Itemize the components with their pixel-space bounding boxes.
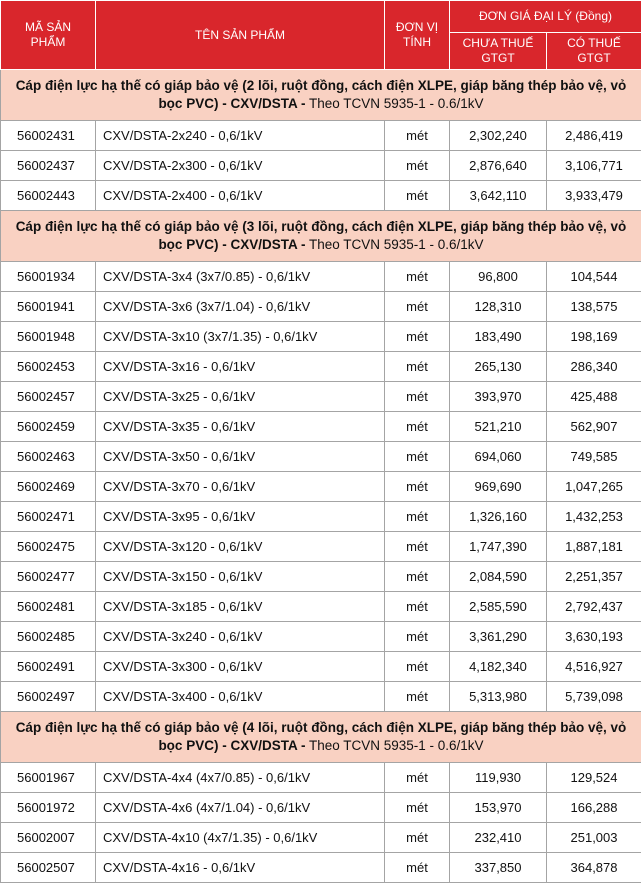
price-excl-vat: 694,060 (450, 442, 547, 472)
section-title-bold: Cáp điện lực hạ thế có giáp bảo vệ (4 lõi, ruột đồng, cách điện XLPE, giáp băng thép bảo vệ, vỏ bọc PVC) - CXV/DSTA - (16, 720, 627, 753)
product-code: 56002437 (1, 151, 96, 181)
product-code: 56002475 (1, 532, 96, 562)
table-row (1, 352, 641, 382)
section-title-standard: Theo TCVN 5935-1 - 0.6/1kV (309, 237, 484, 252)
price-incl-vat: 3,106,771 (547, 151, 641, 181)
table-row (1, 592, 641, 622)
price-excl-vat: 119,930 (450, 763, 547, 793)
product-name: CXV/DSTA-3x4 (3x7/0.85) - 0,6/1kV (96, 262, 385, 292)
unit-cell: mét (385, 793, 450, 823)
section-title (1, 712, 641, 763)
unit-cell: mét (385, 562, 450, 592)
price-incl-vat: 1,432,253 (547, 502, 641, 532)
product-name: CXV/DSTA-4x4 (4x7/0.85) - 0,6/1kV (96, 763, 385, 793)
price-excl-vat: 128,310 (450, 292, 547, 322)
section-title-bold: Cáp điện lực hạ thế có giáp bảo vệ (2 lõi, ruột đồng, cách điện XLPE, giáp băng thép bảo vệ, vỏ bọc PVC) - CXV/DSTA - (16, 78, 627, 111)
table-row (1, 292, 641, 322)
price-excl-vat: 3,642,110 (450, 181, 547, 211)
unit-cell: mét (385, 352, 450, 382)
unit-cell: mét (385, 652, 450, 682)
unit-cell: mét (385, 442, 450, 472)
table-header (1, 1, 641, 70)
table-row (1, 562, 641, 592)
product-code: 56002453 (1, 352, 96, 382)
table-row (1, 322, 641, 352)
section-title-standard: Theo TCVN 5935-1 - 0.6/1kV (309, 738, 484, 753)
product-name: CXV/DSTA-4x6 (4x7/1.04) - 0,6/1kV (96, 793, 385, 823)
product-name: CXV/DSTA-3x50 - 0,6/1kV (96, 442, 385, 472)
price-excl-vat: 96,800 (450, 262, 547, 292)
unit-cell: mét (385, 262, 450, 292)
product-code: 56002459 (1, 412, 96, 442)
section-header (1, 211, 641, 262)
unit-cell: mét (385, 823, 450, 853)
price-incl-vat: 166,288 (547, 793, 641, 823)
product-code: 56002497 (1, 682, 96, 712)
price-incl-vat: 286,340 (547, 352, 641, 382)
table-row (1, 412, 641, 442)
header-code: MÃ SẢN PHẨM (1, 1, 96, 70)
product-name: CXV/DSTA-2x400 - 0,6/1kV (96, 181, 385, 211)
product-code: 56001934 (1, 262, 96, 292)
product-name: CXV/DSTA-2x240 - 0,6/1kV (96, 121, 385, 151)
product-code: 56002007 (1, 823, 96, 853)
section-header (1, 712, 641, 763)
unit-cell: mét (385, 292, 450, 322)
table-row (1, 793, 641, 823)
product-name: CXV/DSTA-3x25 - 0,6/1kV (96, 382, 385, 412)
price-excl-vat: 2,876,640 (450, 151, 547, 181)
price-incl-vat: 198,169 (547, 322, 641, 352)
price-incl-vat: 129,524 (547, 763, 641, 793)
product-code: 56002471 (1, 502, 96, 532)
product-name: CXV/DSTA-3x70 - 0,6/1kV (96, 472, 385, 502)
price-excl-vat: 1,747,390 (450, 532, 547, 562)
price-excl-vat: 337,850 (450, 853, 547, 883)
table-row (1, 622, 641, 652)
section-title-standard: Theo TCVN 5935-1 - 0.6/1kV (309, 96, 484, 111)
product-name: CXV/DSTA-2x300 - 0,6/1kV (96, 151, 385, 181)
price-incl-vat: 1,887,181 (547, 532, 641, 562)
product-name: CXV/DSTA-3x16 - 0,6/1kV (96, 352, 385, 382)
price-incl-vat: 1,047,265 (547, 472, 641, 502)
product-code: 56002485 (1, 622, 96, 652)
unit-cell: mét (385, 472, 450, 502)
table-row (1, 823, 641, 853)
product-code: 56002457 (1, 382, 96, 412)
table-row (1, 652, 641, 682)
price-excl-vat: 5,313,980 (450, 682, 547, 712)
product-name: CXV/DSTA-3x35 - 0,6/1kV (96, 412, 385, 442)
price-incl-vat: 251,003 (547, 823, 641, 853)
section-header (1, 70, 641, 121)
price-excl-vat: 265,130 (450, 352, 547, 382)
section-title (1, 70, 641, 121)
price-excl-vat: 2,302,240 (450, 121, 547, 151)
table-body (1, 70, 641, 883)
price-incl-vat: 104,544 (547, 262, 641, 292)
product-name: CXV/DSTA-3x120 - 0,6/1kV (96, 532, 385, 562)
price-excl-vat: 232,410 (450, 823, 547, 853)
product-name: CXV/DSTA-3x240 - 0,6/1kV (96, 622, 385, 652)
product-name: CXV/DSTA-4x10 (4x7/1.35) - 0,6/1kV (96, 823, 385, 853)
unit-cell: mét (385, 853, 450, 883)
price-incl-vat: 3,933,479 (547, 181, 641, 211)
table-row (1, 121, 641, 151)
price-incl-vat: 749,585 (547, 442, 641, 472)
product-code: 56002469 (1, 472, 96, 502)
price-incl-vat: 562,907 (547, 412, 641, 442)
unit-cell: mét (385, 532, 450, 562)
unit-cell: mét (385, 622, 450, 652)
header-price-excl: CHƯA THUẾ GTGT (450, 33, 547, 70)
price-excl-vat: 3,361,290 (450, 622, 547, 652)
price-excl-vat: 4,182,340 (450, 652, 547, 682)
product-code: 56001972 (1, 793, 96, 823)
product-name: CXV/DSTA-3x185 - 0,6/1kV (96, 592, 385, 622)
price-incl-vat: 2,486,419 (547, 121, 641, 151)
product-name: CXV/DSTA-3x400 - 0,6/1kV (96, 682, 385, 712)
unit-cell: mét (385, 322, 450, 352)
product-name: CXV/DSTA-3x10 (3x7/1.35) - 0,6/1kV (96, 322, 385, 352)
section-title-bold: Cáp điện lực hạ thế có giáp bảo vệ (3 lõi, ruột đồng, cách điện XLPE, giáp băng thép bảo vệ, vỏ bọc PVC) - CXV/DSTA - (16, 219, 627, 252)
table-row (1, 763, 641, 793)
product-code: 56001967 (1, 763, 96, 793)
price-incl-vat: 3,630,193 (547, 622, 641, 652)
unit-cell: mét (385, 412, 450, 442)
unit-cell: mét (385, 592, 450, 622)
price-incl-vat: 2,251,357 (547, 562, 641, 592)
price-excl-vat: 393,970 (450, 382, 547, 412)
price-excl-vat: 153,970 (450, 793, 547, 823)
price-incl-vat: 2,792,437 (547, 592, 641, 622)
product-code: 56002463 (1, 442, 96, 472)
unit-cell: mét (385, 382, 450, 412)
price-incl-vat: 4,516,927 (547, 652, 641, 682)
table-row (1, 151, 641, 181)
product-code: 56001941 (1, 292, 96, 322)
product-code: 56002481 (1, 592, 96, 622)
table-row (1, 382, 641, 412)
header-unit: ĐƠN VỊ TÍNH (385, 1, 450, 70)
unit-cell: mét (385, 502, 450, 532)
price-excl-vat: 521,210 (450, 412, 547, 442)
unit-cell: mét (385, 151, 450, 181)
product-code: 56002491 (1, 652, 96, 682)
product-name: CXV/DSTA-3x150 - 0,6/1kV (96, 562, 385, 592)
table-row (1, 502, 641, 532)
price-incl-vat: 425,488 (547, 382, 641, 412)
price-excl-vat: 969,690 (450, 472, 547, 502)
header-name: TÊN SẢN PHẨM (96, 1, 385, 70)
price-excl-vat: 1,326,160 (450, 502, 547, 532)
product-name: CXV/DSTA-4x16 - 0,6/1kV (96, 853, 385, 883)
table-row (1, 853, 641, 883)
unit-cell: mét (385, 121, 450, 151)
product-code: 56001948 (1, 322, 96, 352)
unit-cell: mét (385, 181, 450, 211)
price-incl-vat: 364,878 (547, 853, 641, 883)
section-title (1, 211, 641, 262)
table-row (1, 682, 641, 712)
price-excl-vat: 2,585,590 (450, 592, 547, 622)
price-excl-vat: 183,490 (450, 322, 547, 352)
table-row (1, 181, 641, 211)
table-row (1, 472, 641, 502)
product-code: 56002431 (1, 121, 96, 151)
header-price-incl: CÓ THUẾ GTGT (547, 33, 641, 70)
product-name: CXV/DSTA-3x300 - 0,6/1kV (96, 652, 385, 682)
price-excl-vat: 2,084,590 (450, 562, 547, 592)
price-incl-vat: 5,739,098 (547, 682, 641, 712)
product-name: CXV/DSTA-3x6 (3x7/1.04) - 0,6/1kV (96, 292, 385, 322)
unit-cell: mét (385, 763, 450, 793)
product-code: 56002477 (1, 562, 96, 592)
table-row (1, 532, 641, 562)
price-incl-vat: 138,575 (547, 292, 641, 322)
product-name: CXV/DSTA-3x95 - 0,6/1kV (96, 502, 385, 532)
unit-cell: mét (385, 682, 450, 712)
table-row (1, 262, 641, 292)
header-price-group: ĐƠN GIÁ ĐẠI LÝ (Đồng) (450, 1, 641, 33)
product-code: 56002443 (1, 181, 96, 211)
table-row (1, 442, 641, 472)
product-code: 56002507 (1, 853, 96, 883)
